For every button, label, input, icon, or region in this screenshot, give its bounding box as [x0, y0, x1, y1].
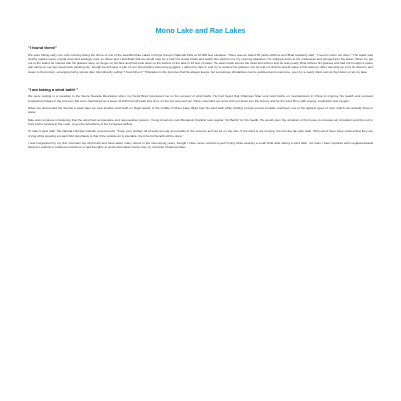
paragraph: Mao was not alone in believing that the wind had recuperative and regenerative powers. Young America's own Benjamin Franklin took regular "Air Baths" for his health. He would open the windows of his house to increase air circulation and then sit in front of the window in the nude, to get the full effects of the increased airflow. — [28, 117, 373, 126]
section-heading: "I am taking a wind bath! " — [28, 86, 79, 92]
paragraph: We were hiking early one cold morning along the shore of one of the beautiful Rae Lakes in Kings Canyon National Park at 10,000 feet elevation. There was an island 50 yards offshore and Brad suddenly said, "I need to swim out there." The water was freshly melted snow, crystal clear and achingly cold, so Steve and I told Brad that we would stop for a trail mix snack break and watch him perform his icy morning ablutions. He stripped down to his underwear and plunged into the water. When he got out to the island he noticed that his glasses were no longer on his face and had sunk down to the bottom of the lake in 15 feet of water. He swam back across the strait and told us that he was nearly blind without his glasses and had not brought a spare pair along on our two week back packing trip, though he did have a pair of non prescription swimming goggles. I offered to dive in and try to retrieve his glasses, but he told me that he would make a first attempt. After warming up a bit he dived in and swam to the bottom, emerging half a minute later triumphantly yelling "I found them!" Tribulation is the promise that life always keeps, but sometimes tribulations can be subdued and overcome, even by a nearly blind man at the bottom of an icy lake. — [28, 52, 373, 74]
section-wind-bath — [28, 87, 373, 149]
paragraph: To take a wind bath, the Natural Lifestyle website recommends: "Keep your clothes off at least as long as possible in the summer and put air on the skin. If the wind is not running, then let the fan also walk. Often all of them have noticed that they are crying while wearing a small child. Emphasis is that if the outside air is tolerable, then the full benefit will be done." — [28, 129, 373, 138]
section-heading: "I found them!" — [28, 45, 58, 50]
paragraph: I was invigorated by my first mountain top wind bath and have taken many others in the intervening years, though I have never noticed myself crying while wearing a small child after taking a wind bath, nor have I been sparked with megalomaniacal ideas for cultural or political revolutions or had thoughts of world domination blown into my mind like Chairman Mao. — [28, 140, 373, 150]
page-title: Mono Lake and Rae Lakes — [155, 26, 246, 35]
paragraph: When we descended the Sierras a week later we took another wind bath on Negit Island, in the middle of Mono Lake. Brad took his wind bath while holding a large pumice boulder overhead, one of the lightest types of rock, which can actually float on water. — [28, 106, 373, 115]
section-found-them — [28, 45, 373, 74]
paragraph: We were resting in a meadow in the Sierra Nevada Mountains when my friend Brad introduced me to the concept of wind baths. He had heard that Chairman Mao took wind baths on mountaintops in China to improve his health and received inspirational ideas in the process. We soon clambered up a steep 11,000 foot tall peak and once on the top removed our shirts, extended our arms with our faces into the breeze and let the wind fill us with energy, inspiration and oxygen. — [28, 94, 373, 103]
